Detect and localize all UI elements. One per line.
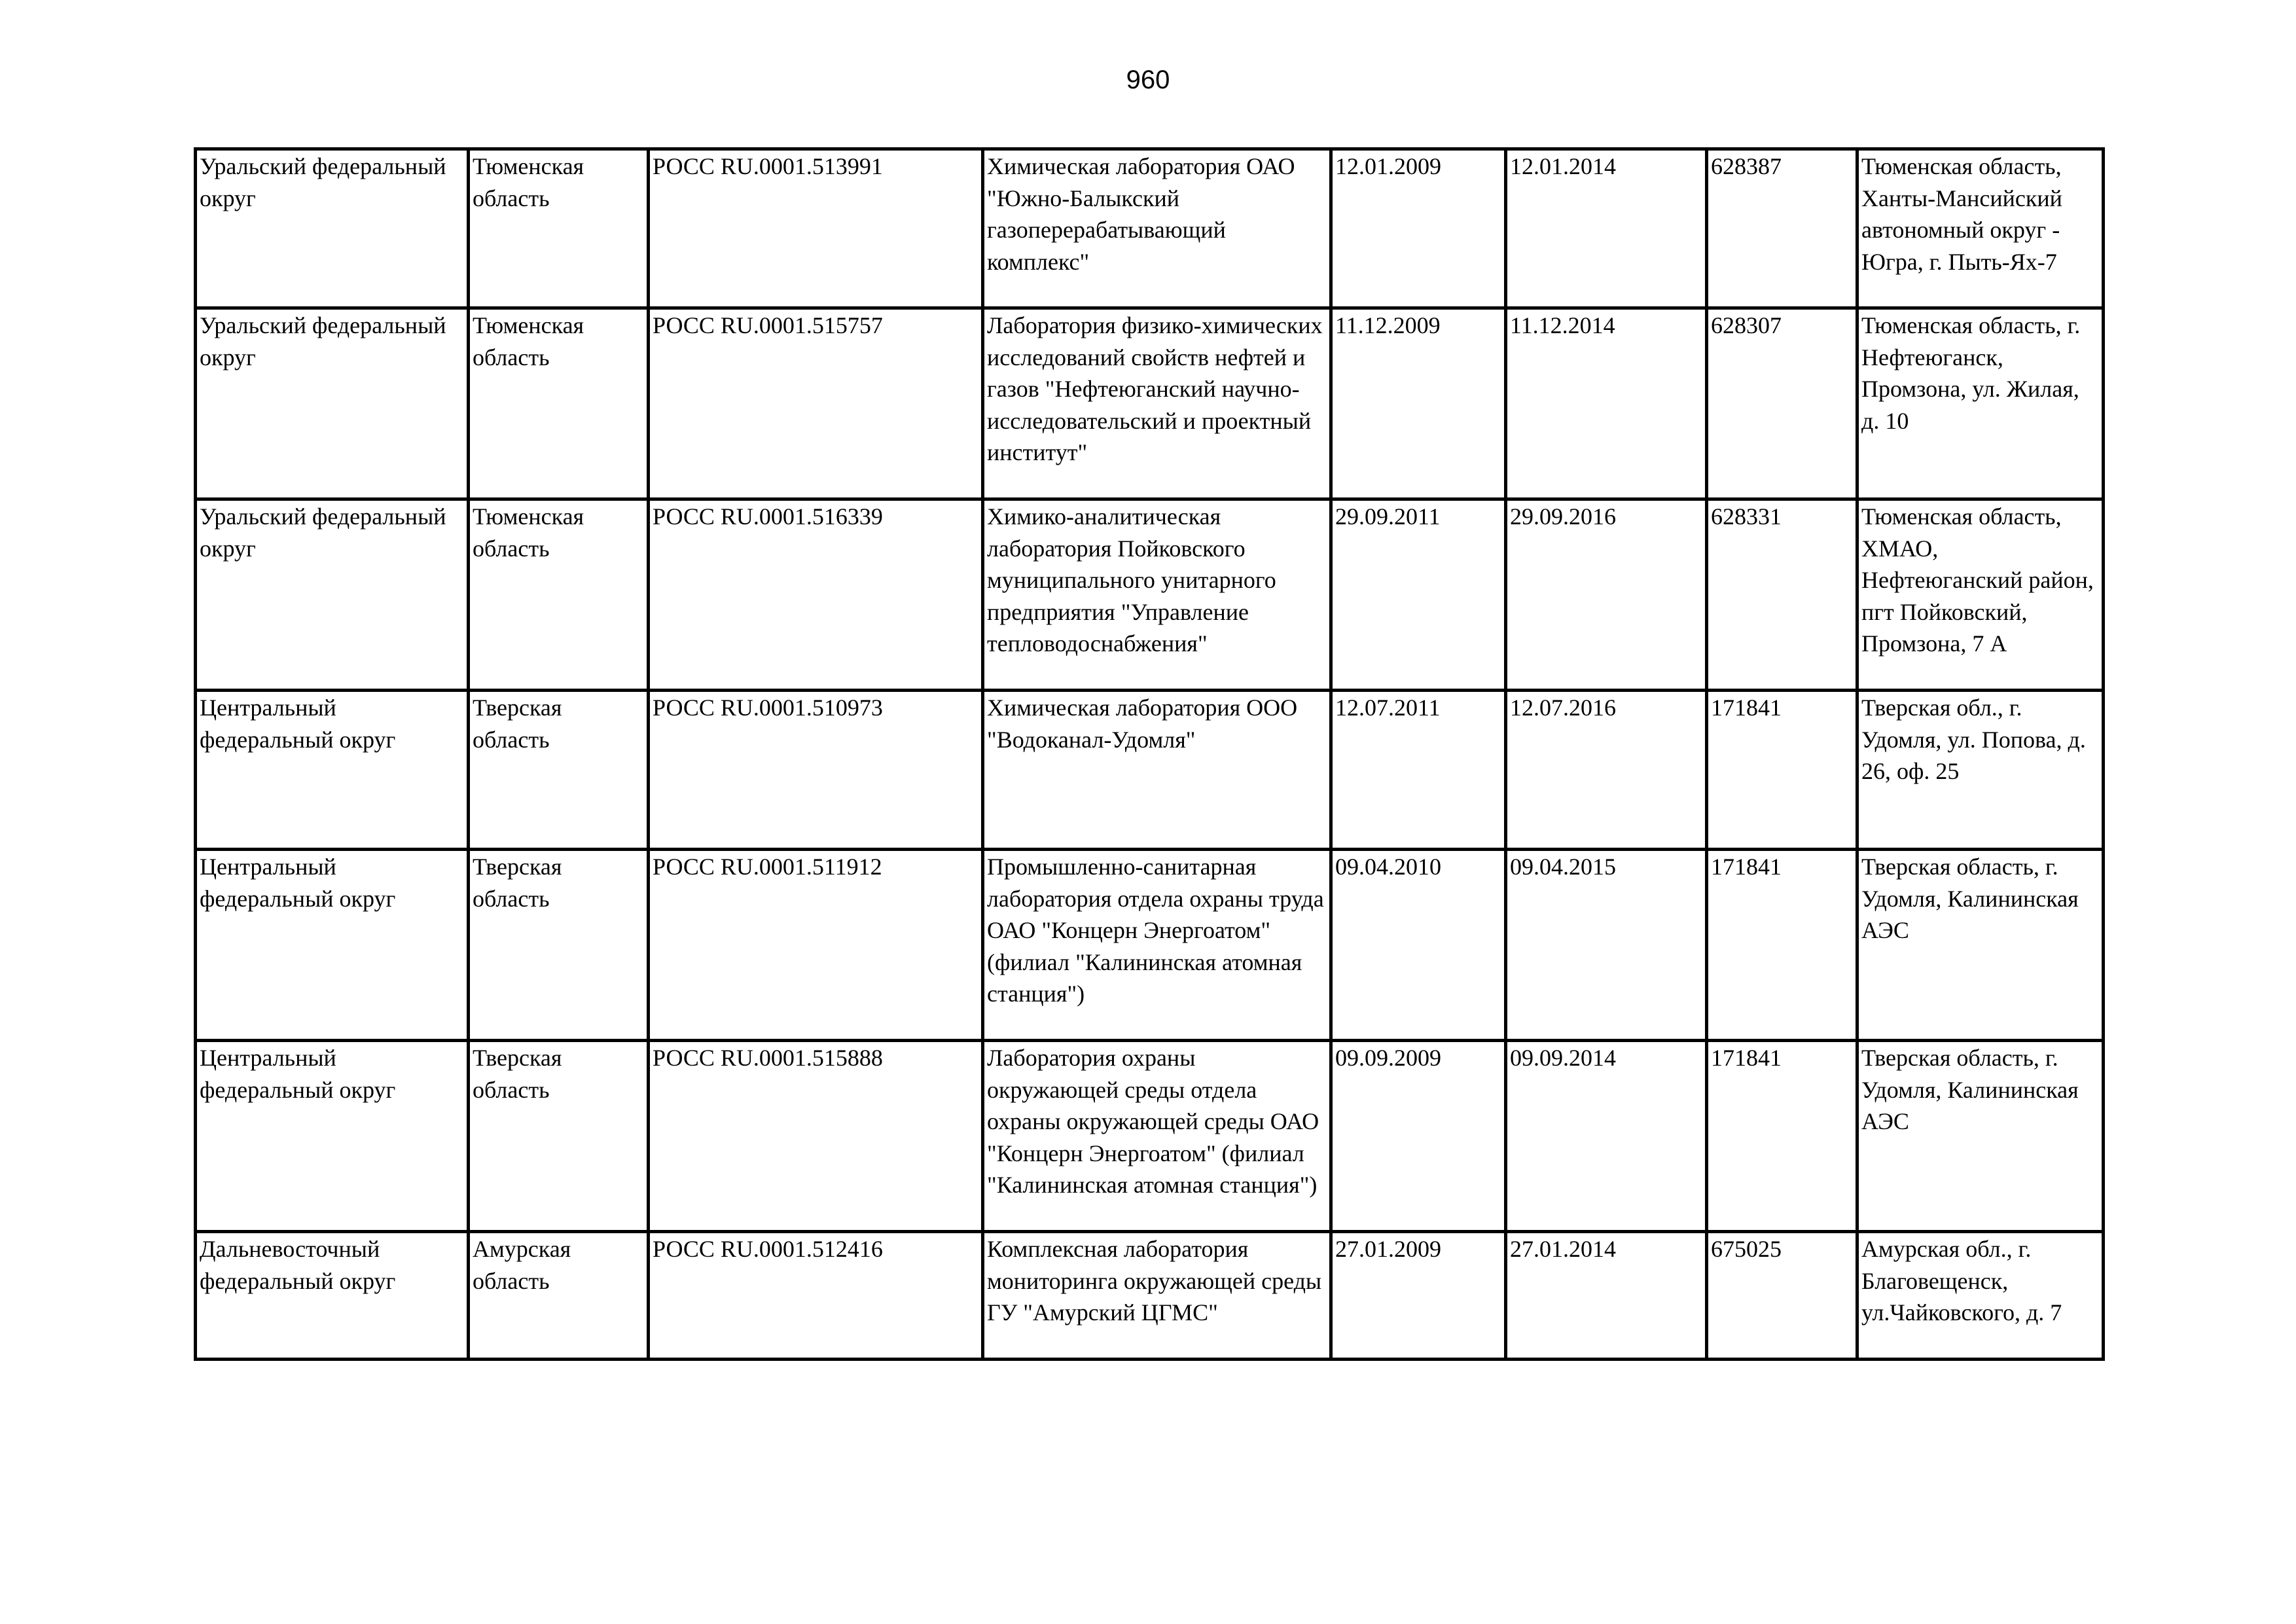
cell-region: Тверская область xyxy=(469,850,649,1041)
cell-district: Центральный федеральный округ xyxy=(196,850,469,1041)
cell-address: Тюменская область, Ханты-Мансийский автономный округ - Югра, г. Пыть-Ях-7 xyxy=(1857,149,2104,308)
cell-date-start: 09.04.2010 xyxy=(1331,850,1506,1041)
cell-region: Тюменская область xyxy=(469,149,649,308)
cell-date-end: 29.09.2016 xyxy=(1506,499,1707,691)
cell-accreditation: РОСС RU.0001.512416 xyxy=(649,1232,983,1360)
cell-date-end: 11.12.2014 xyxy=(1506,308,1707,499)
cell-date-start: 11.12.2009 xyxy=(1331,308,1506,499)
cell-address: Тюменская область, г. Нефтеюганск, Промзона, ул. Жилая, д. 10 xyxy=(1857,308,2104,499)
cell-postcode: 171841 xyxy=(1707,691,1857,850)
table-row xyxy=(196,1041,2104,1232)
cell-district: Центральный федеральный округ xyxy=(196,1041,469,1232)
cell-laboratory: Лаборатория охраны окружающей среды отдела охраны окружающей среды ОАО "Концерн Энергоатом" (филиал "Калининская атомная станция") xyxy=(983,1041,1331,1232)
laboratory-registry-table xyxy=(194,147,2105,1361)
cell-district: Дальневосточный федеральный округ xyxy=(196,1232,469,1360)
table-row xyxy=(196,308,2104,499)
cell-district: Центральный федеральный округ xyxy=(196,691,469,850)
cell-address: Тверская область, г. Удомля, Калининская АЭС xyxy=(1857,850,2104,1041)
cell-date-start: 29.09.2011 xyxy=(1331,499,1506,691)
cell-district: Уральский федеральный округ xyxy=(196,308,469,499)
cell-date-end: 27.01.2014 xyxy=(1506,1232,1707,1360)
cell-date-start: 12.07.2011 xyxy=(1331,691,1506,850)
cell-date-end: 09.04.2015 xyxy=(1506,850,1707,1041)
page-number: 960 xyxy=(1126,65,1170,94)
cell-address: Тверская область, г. Удомля, Калининская АЭС xyxy=(1857,1041,2104,1232)
table-row xyxy=(196,1232,2104,1360)
cell-postcode: 171841 xyxy=(1707,1041,1857,1232)
cell-address: Тверская обл., г. Удомля, ул. Попова, д. 26, оф. 25 xyxy=(1857,691,2104,850)
cell-accreditation: РОСС RU.0001.515757 xyxy=(649,308,983,499)
table-row xyxy=(196,499,2104,691)
cell-date-start: 09.09.2009 xyxy=(1331,1041,1506,1232)
cell-date-start: 12.01.2009 xyxy=(1331,149,1506,308)
cell-date-end: 12.07.2016 xyxy=(1506,691,1707,850)
cell-region: Тверская область xyxy=(469,1041,649,1232)
cell-region: Амурская область xyxy=(469,1232,649,1360)
cell-date-end: 09.09.2014 xyxy=(1506,1041,1707,1232)
cell-postcode: 628331 xyxy=(1707,499,1857,691)
table-row xyxy=(196,691,2104,850)
cell-region: Тюменская область xyxy=(469,499,649,691)
table-row xyxy=(196,149,2104,308)
cell-accreditation: РОСС RU.0001.516339 xyxy=(649,499,983,691)
cell-laboratory: Химико-аналитическая лаборатория Пойковского муниципального унитарного предприятия "Управление тепловодоснабжения" xyxy=(983,499,1331,691)
cell-accreditation: РОСС RU.0001.513991 xyxy=(649,149,983,308)
table-row xyxy=(196,850,2104,1041)
cell-date-start: 27.01.2009 xyxy=(1331,1232,1506,1360)
cell-district: Уральский федеральный округ xyxy=(196,149,469,308)
cell-laboratory: Химическая лаборатория ОАО "Южно-Балыкский газоперерабатывающий комплекс" xyxy=(983,149,1331,308)
cell-laboratory: Лаборатория физико-химических исследований свойств нефтей и газов "Нефтеюганский научно-исследовательский и проектный институт" xyxy=(983,308,1331,499)
cell-accreditation: РОСС RU.0001.511912 xyxy=(649,850,983,1041)
cell-accreditation: РОСС RU.0001.515888 xyxy=(649,1041,983,1232)
cell-postcode: 628307 xyxy=(1707,308,1857,499)
cell-laboratory: Химическая лаборатория ООО "Водоканал-Удомля" xyxy=(983,691,1331,850)
cell-date-end: 12.01.2014 xyxy=(1506,149,1707,308)
cell-region: Тюменская область xyxy=(469,308,649,499)
cell-laboratory: Промышленно-санитарная лаборатория отдела охраны труда ОАО "Концерн Энергоатом" (филиал "Калининская атомная станция") xyxy=(983,850,1331,1041)
cell-postcode: 171841 xyxy=(1707,850,1857,1041)
cell-address: Тюменская область, ХМАО, Нефтеюганский район, пгт Пойковский, Промзона, 7 А xyxy=(1857,499,2104,691)
cell-postcode: 675025 xyxy=(1707,1232,1857,1360)
cell-accreditation: РОСС RU.0001.510973 xyxy=(649,691,983,850)
cell-laboratory: Комплексная лаборатория мониторинга окружающей среды ГУ "Амурский ЦГМС" xyxy=(983,1232,1331,1360)
cell-district: Уральский федеральный округ xyxy=(196,499,469,691)
cell-postcode: 628387 xyxy=(1707,149,1857,308)
cell-address: Амурская обл., г. Благовещенск, ул.Чайковского, д. 7 xyxy=(1857,1232,2104,1360)
cell-region: Тверская область xyxy=(469,691,649,850)
